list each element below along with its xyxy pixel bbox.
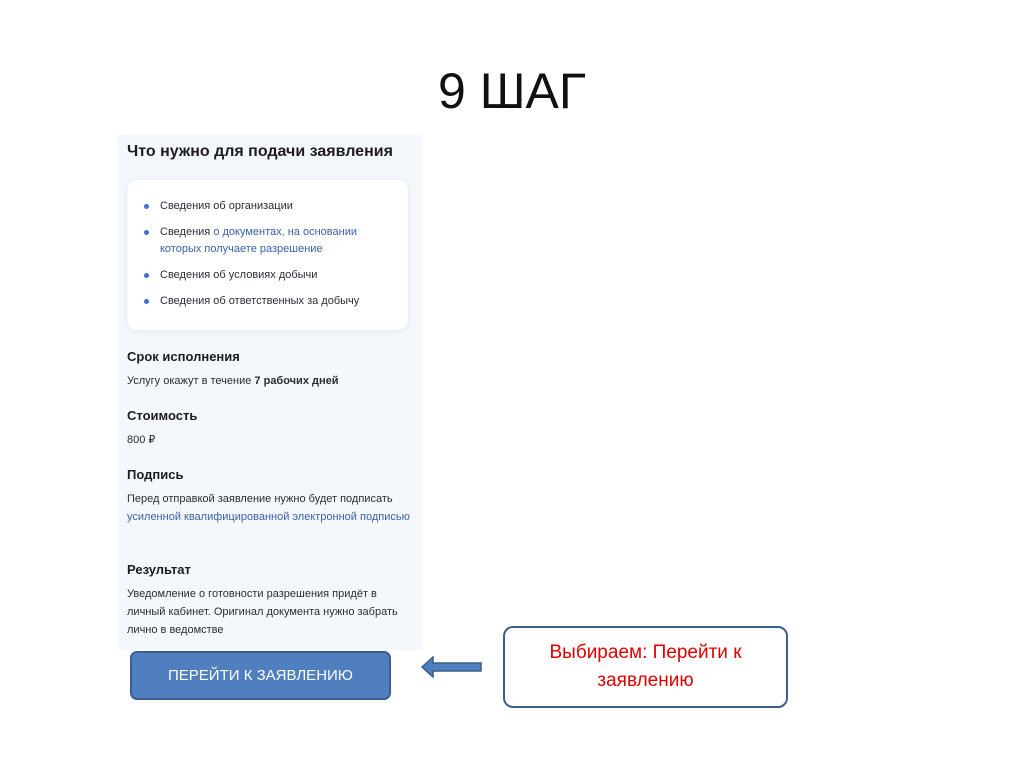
signature-section xyxy=(127,467,412,526)
term-title: Срок исполнения xyxy=(127,349,240,364)
result-text: Уведомление о готовности разрешения придёт в личный кабинет. Оригинал документа нужно забрать лично в ведомстве xyxy=(127,588,398,636)
term-days: 7 рабочих дней xyxy=(254,375,339,387)
cost-title: Стоимость xyxy=(127,408,198,423)
requirement-item xyxy=(143,267,392,284)
signature-text-prefix: Перед отправкой заявление нужно будет подписать xyxy=(127,493,393,505)
panel-heading: Что нужно для подачи заявления xyxy=(127,143,393,160)
requirement-item xyxy=(143,293,392,310)
result-title: Результат xyxy=(127,562,191,577)
requirements-card xyxy=(127,180,408,330)
slide-title: 9 ШАГ xyxy=(438,63,586,119)
go-to-application-button[interactable]: ПЕРЕЙТИ К ЗАЯВЛЕНИЮ xyxy=(130,651,391,700)
result-section xyxy=(127,562,412,639)
requirement-text: Сведения об условиях добычи xyxy=(160,269,318,281)
term-text xyxy=(127,372,412,390)
cost-section xyxy=(127,408,412,449)
service-info-panel xyxy=(118,135,422,650)
requirement-item xyxy=(143,224,392,258)
term-text-prefix: Услугу окажут в течение xyxy=(127,375,255,387)
signature-link[interactable]: усиленной квалифицированной электронной подписью xyxy=(127,511,410,523)
arrow-left-icon xyxy=(421,656,483,678)
documents-link[interactable]: о документах, на основании которых получаете разрешение xyxy=(160,226,357,255)
term-section xyxy=(127,349,412,390)
cost-value: 800 ₽ xyxy=(127,434,156,446)
requirement-text: Сведения xyxy=(160,226,214,238)
instruction-callout: Выбираем: Перейти к заявлению xyxy=(503,626,788,708)
requirement-item xyxy=(143,198,392,215)
requirement-text: Сведения об ответственных за добычу xyxy=(160,295,360,307)
signature-text xyxy=(127,490,412,526)
requirement-text: Сведения об организации xyxy=(160,200,293,212)
signature-title: Подпись xyxy=(127,467,184,482)
